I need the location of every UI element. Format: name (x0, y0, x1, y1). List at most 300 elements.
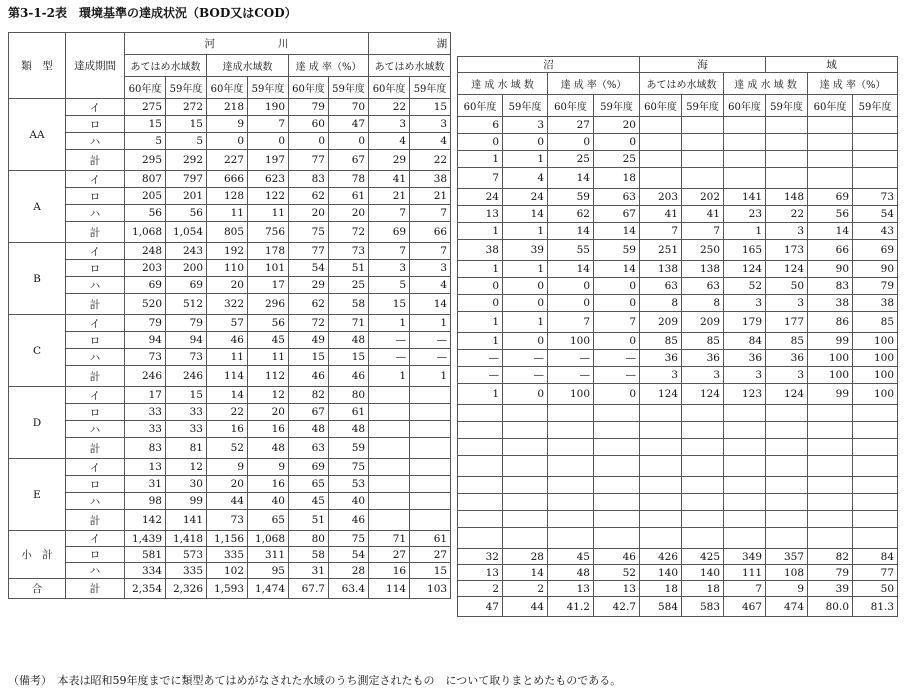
value-cell: 1 (369, 366, 410, 387)
value-cell: 90 (853, 261, 898, 278)
value-cell: 79 (125, 315, 166, 332)
value-cell: 21 (369, 188, 410, 205)
value-cell: 16 (248, 421, 289, 438)
table-row (458, 206, 898, 223)
value-cell (853, 168, 898, 189)
value-cell (808, 405, 853, 422)
period-header: 達成期間 (66, 33, 125, 99)
value-cell: 50 (853, 581, 898, 597)
value-cell: 61 (329, 188, 369, 205)
value-cell (853, 151, 898, 168)
value-cell: 7 (640, 223, 682, 240)
period-cell: ロ (66, 404, 125, 421)
value-cell: 0 (594, 384, 640, 405)
value-cell: 84 (853, 549, 898, 565)
value-cell: 28 (329, 563, 369, 579)
value-cell: 3 (682, 367, 724, 384)
period-cell: ハ (66, 493, 125, 510)
value-cell: 1 (458, 223, 503, 240)
value-cell: 100 (548, 384, 594, 405)
value-cell: 4 (410, 277, 451, 294)
value-cell (808, 134, 853, 151)
footnote: （備考） 本表は昭和59年度までに類型あてはめがなされた水域のうち測定されたもの について取りまとめたものである。 (8, 674, 622, 687)
value-cell: 85 (682, 333, 724, 350)
table-row (9, 133, 451, 150)
period-cell: イ (66, 99, 125, 116)
value-cell (458, 456, 503, 477)
period-cell: ハ (66, 277, 125, 294)
value-cell: 83 (289, 171, 329, 188)
marsh-header: 沼 (458, 57, 640, 73)
value-cell: 59 (329, 438, 369, 459)
value-cell: 1 (458, 312, 503, 333)
period-cell: ハ (66, 205, 125, 222)
value-cell (682, 117, 724, 134)
value-cell: 31 (125, 476, 166, 493)
value-cell (369, 387, 410, 404)
value-cell: 58 (289, 547, 329, 563)
value-cell (724, 168, 766, 189)
total-row (458, 168, 898, 189)
value-cell: 173 (766, 240, 808, 261)
value-cell (808, 528, 853, 549)
value-cell: 3 (724, 367, 766, 384)
value-cell: 67 (329, 150, 369, 171)
value-cell: 3 (724, 295, 766, 312)
type-cell: B (9, 243, 66, 315)
value-cell: 201 (166, 188, 207, 205)
period-cell: イ (66, 387, 125, 404)
value-cell: 14 (503, 565, 548, 581)
value-cell: 11 (207, 205, 248, 222)
value-cell: 179 (724, 312, 766, 333)
table-row (9, 188, 451, 205)
value-cell: 114 (207, 366, 248, 387)
value-cell: 73 (207, 510, 248, 531)
value-cell: 200 (166, 260, 207, 277)
value-cell: 33 (166, 404, 207, 421)
value-cell: 59 (548, 189, 594, 206)
value-cell: 124 (682, 384, 724, 405)
value-cell: 2,354 (125, 579, 166, 599)
value-cell: 36 (640, 350, 682, 367)
value-cell: 14 (548, 261, 594, 278)
year-header: 59年度 (594, 95, 640, 117)
value-cell: 1 (503, 151, 548, 168)
value-cell: 52 (207, 438, 248, 459)
value-cell: 123 (724, 384, 766, 405)
value-cell: 3 (640, 367, 682, 384)
value-cell: 94 (166, 332, 207, 349)
table-row (458, 134, 898, 151)
value-cell: 80 (329, 387, 369, 404)
value-cell: 46 (289, 366, 329, 387)
value-cell: 25 (594, 151, 640, 168)
value-cell (724, 422, 766, 439)
value-cell: 45 (548, 549, 594, 565)
value-cell: 100 (808, 367, 853, 384)
value-cell: 250 (682, 240, 724, 261)
value-cell: 0 (458, 278, 503, 295)
value-cell (458, 528, 503, 549)
value-cell (503, 528, 548, 549)
value-cell: 581 (125, 547, 166, 563)
value-cell: 47 (329, 116, 369, 133)
value-cell: 60 (289, 116, 329, 133)
value-cell: 8 (682, 295, 724, 312)
year-header: 60年度 (125, 77, 166, 99)
value-cell (410, 493, 451, 510)
value-cell: 41.2 (548, 597, 594, 617)
value-cell: 56 (166, 205, 207, 222)
value-cell (766, 405, 808, 422)
value-cell (410, 387, 451, 404)
total-row (9, 294, 451, 315)
value-cell: 98 (125, 493, 166, 510)
value-cell: 14 (594, 223, 640, 240)
value-cell (458, 477, 503, 494)
table-row (9, 260, 451, 277)
value-cell (724, 511, 766, 528)
value-cell: 5 (369, 277, 410, 294)
value-cell: 11 (248, 205, 289, 222)
value-cell (808, 422, 853, 439)
value-cell: 2 (458, 581, 503, 597)
value-cell (548, 494, 594, 511)
value-cell (766, 494, 808, 511)
value-cell: 44 (207, 493, 248, 510)
period-cell: ハ (66, 421, 125, 438)
value-cell: 111 (724, 565, 766, 581)
period-cell: イ (66, 459, 125, 476)
value-cell: 49 (289, 332, 329, 349)
value-cell: 202 (682, 189, 724, 206)
value-cell (724, 528, 766, 549)
value-cell: 246 (166, 366, 207, 387)
total-row (9, 510, 451, 531)
total-row (9, 438, 451, 459)
table-row (458, 549, 898, 565)
table-row (458, 439, 898, 456)
value-cell (503, 439, 548, 456)
value-cell: 39 (808, 581, 853, 597)
table-row (458, 333, 898, 350)
value-cell: 7 (369, 205, 410, 222)
value-cell (766, 117, 808, 134)
value-cell: 13 (458, 206, 503, 223)
value-cell: 1,068 (248, 531, 289, 547)
value-cell: 14 (207, 387, 248, 404)
value-cell: 100 (853, 350, 898, 367)
value-cell: 78 (329, 171, 369, 188)
value-cell: 62 (289, 294, 329, 315)
value-cell: 0 (594, 295, 640, 312)
value-cell: 246 (125, 366, 166, 387)
value-cell (766, 422, 808, 439)
value-cell: 17 (125, 387, 166, 404)
value-cell: 52 (724, 278, 766, 295)
value-cell: 20 (289, 205, 329, 222)
table-row (9, 205, 451, 222)
value-cell (853, 456, 898, 477)
value-cell: 3 (766, 367, 808, 384)
value-cell: 14 (594, 261, 640, 278)
value-cell: 203 (125, 260, 166, 277)
value-cell: 40 (329, 493, 369, 510)
value-cell: 2 (503, 581, 548, 597)
table-row (458, 422, 898, 439)
period-cell: 計 (66, 366, 125, 387)
value-cell: 243 (166, 243, 207, 260)
value-cell: 1 (503, 223, 548, 240)
marsh-achieved-header: 達 成 水 域 数 (458, 73, 548, 95)
value-cell: 73 (329, 243, 369, 260)
value-cell: 79 (853, 278, 898, 295)
value-cell: 15 (166, 387, 207, 404)
value-cell (594, 422, 640, 439)
value-cell: 13 (594, 581, 640, 597)
table-row (458, 278, 898, 295)
value-cell: 100 (853, 367, 898, 384)
value-cell (808, 456, 853, 477)
value-cell: 25 (329, 277, 369, 294)
value-cell: 63 (289, 438, 329, 459)
value-cell: 100 (853, 333, 898, 350)
value-cell: 1 (458, 333, 503, 350)
value-cell: 9 (207, 459, 248, 476)
value-cell (724, 494, 766, 511)
value-cell: 84 (724, 333, 766, 350)
value-cell: 36 (682, 350, 724, 367)
value-cell: 0 (548, 295, 594, 312)
value-cell: 69 (808, 189, 853, 206)
year-header: 59年度 (410, 77, 451, 99)
value-cell: 46 (329, 510, 369, 531)
value-cell (640, 134, 682, 151)
value-cell: 85 (853, 312, 898, 333)
value-cell: 190 (248, 99, 289, 116)
value-cell: 357 (766, 549, 808, 565)
value-cell: 20 (207, 277, 248, 294)
value-cell: 18 (682, 581, 724, 597)
value-cell: 45 (289, 493, 329, 510)
total-row (458, 384, 898, 405)
value-cell: 90 (808, 261, 853, 278)
value-cell: 13 (458, 565, 503, 581)
value-cell: 0 (289, 133, 329, 150)
value-cell: 272 (166, 99, 207, 116)
value-cell: 335 (207, 547, 248, 563)
year-header: 60年度 (207, 77, 248, 99)
value-cell: 24 (503, 189, 548, 206)
value-cell (548, 528, 594, 549)
value-cell: 0 (503, 384, 548, 405)
value-cell: 31 (289, 563, 329, 579)
value-cell: 1,068 (125, 222, 166, 243)
type-cell: D (9, 387, 66, 459)
value-cell: 59 (594, 240, 640, 261)
value-cell: 5 (166, 133, 207, 150)
value-cell: — (369, 332, 410, 349)
value-cell (808, 477, 853, 494)
value-cell: 77 (289, 150, 329, 171)
value-cell: 63 (640, 278, 682, 295)
value-cell: 148 (766, 189, 808, 206)
value-cell: 38 (808, 295, 853, 312)
value-cell: 0 (207, 133, 248, 150)
value-cell: 43 (853, 223, 898, 240)
value-cell (682, 422, 724, 439)
value-cell: 63 (594, 189, 640, 206)
value-cell: 583 (682, 597, 724, 617)
type-cell: A (9, 171, 66, 243)
value-cell: 11 (207, 349, 248, 366)
value-cell: 85 (766, 333, 808, 350)
value-cell: 73 (125, 349, 166, 366)
value-cell: 1 (458, 261, 503, 278)
value-cell: 99 (166, 493, 207, 510)
value-cell: 205 (125, 188, 166, 205)
value-cell (808, 439, 853, 456)
value-cell: 77 (853, 565, 898, 581)
value-cell: 474 (766, 597, 808, 617)
value-cell: — (410, 332, 451, 349)
value-cell: 0 (594, 278, 640, 295)
value-cell: 209 (640, 312, 682, 333)
value-cell (808, 168, 853, 189)
value-cell: 7 (248, 116, 289, 133)
year-header: 59年度 (766, 95, 808, 117)
value-cell: 67.7 (289, 579, 329, 599)
total-row (458, 456, 898, 477)
value-cell: 1 (458, 151, 503, 168)
value-cell: 44 (503, 597, 548, 617)
value-cell (724, 477, 766, 494)
value-cell: 82 (808, 549, 853, 565)
value-cell: 48 (329, 421, 369, 438)
year-header: 60年度 (808, 95, 853, 117)
value-cell (766, 456, 808, 477)
value-cell: — (594, 367, 640, 384)
value-cell: 3 (410, 260, 451, 277)
value-cell: 20 (329, 205, 369, 222)
table-row (458, 223, 898, 240)
value-cell (724, 117, 766, 134)
value-cell (640, 494, 682, 511)
lake-applied-header: あてはめ水域数 (369, 55, 451, 77)
value-cell: 27 (410, 547, 451, 563)
value-cell (410, 510, 451, 531)
value-cell (682, 151, 724, 168)
value-cell: 110 (207, 260, 248, 277)
period-cell: ハ (66, 349, 125, 366)
value-cell: 3 (766, 223, 808, 240)
value-cell: 46 (207, 332, 248, 349)
value-cell: 67 (594, 206, 640, 223)
value-cell (640, 528, 682, 549)
value-cell (766, 134, 808, 151)
value-cell (640, 456, 682, 477)
value-cell (724, 405, 766, 422)
value-cell: 14 (808, 223, 853, 240)
value-cell: 251 (640, 240, 682, 261)
value-cell (808, 117, 853, 134)
value-cell: 100 (808, 350, 853, 367)
value-cell: 9 (766, 581, 808, 597)
value-cell: 30 (166, 476, 207, 493)
value-cell (853, 117, 898, 134)
value-cell: 17 (248, 277, 289, 294)
year-header: 59年度 (329, 77, 369, 99)
value-cell: 1 (369, 315, 410, 332)
value-cell: 520 (125, 294, 166, 315)
value-cell: 103 (410, 579, 451, 599)
value-cell: 0 (594, 134, 640, 151)
value-cell: 40 (248, 493, 289, 510)
value-cell (369, 493, 410, 510)
value-cell: 63.4 (329, 579, 369, 599)
value-cell (548, 422, 594, 439)
value-cell: 218 (207, 99, 248, 116)
table-row (458, 581, 898, 597)
value-cell: 7 (724, 581, 766, 597)
value-cell (548, 439, 594, 456)
value-cell: 1,156 (207, 531, 248, 547)
table-row (9, 315, 451, 332)
value-cell: 292 (166, 150, 207, 171)
value-cell: 79 (808, 565, 853, 581)
value-cell: 15 (369, 294, 410, 315)
value-cell: 75 (289, 222, 329, 243)
period-cell: ロ (66, 332, 125, 349)
value-cell: — (594, 350, 640, 367)
value-cell: 56 (808, 206, 853, 223)
value-cell: 4 (503, 168, 548, 189)
value-cell: 108 (766, 565, 808, 581)
table-row (458, 494, 898, 511)
value-cell: 95 (248, 563, 289, 579)
value-cell: 69 (369, 222, 410, 243)
value-cell (458, 439, 503, 456)
value-cell: 75 (329, 459, 369, 476)
value-cell: 15 (289, 349, 329, 366)
left-table (8, 32, 451, 599)
total-row (9, 150, 451, 171)
period-cell: 計 (66, 579, 125, 599)
value-cell (410, 476, 451, 493)
value-cell (682, 168, 724, 189)
value-cell: 295 (125, 150, 166, 171)
value-cell: 38 (410, 171, 451, 188)
value-cell: 1,593 (207, 579, 248, 599)
value-cell: 3 (410, 116, 451, 133)
value-cell (766, 477, 808, 494)
value-cell: 13 (548, 581, 594, 597)
value-cell (640, 405, 682, 422)
value-cell: 248 (125, 243, 166, 260)
table-row (9, 349, 451, 366)
value-cell: 142 (125, 510, 166, 531)
value-cell: 18 (640, 581, 682, 597)
period-cell: イ (66, 171, 125, 188)
value-cell: 99 (808, 333, 853, 350)
value-cell: 124 (766, 384, 808, 405)
value-cell: 65 (289, 476, 329, 493)
value-cell: 56 (125, 205, 166, 222)
value-cell: 28 (503, 549, 548, 565)
value-cell: 0 (503, 333, 548, 350)
value-cell: 1 (503, 312, 548, 333)
